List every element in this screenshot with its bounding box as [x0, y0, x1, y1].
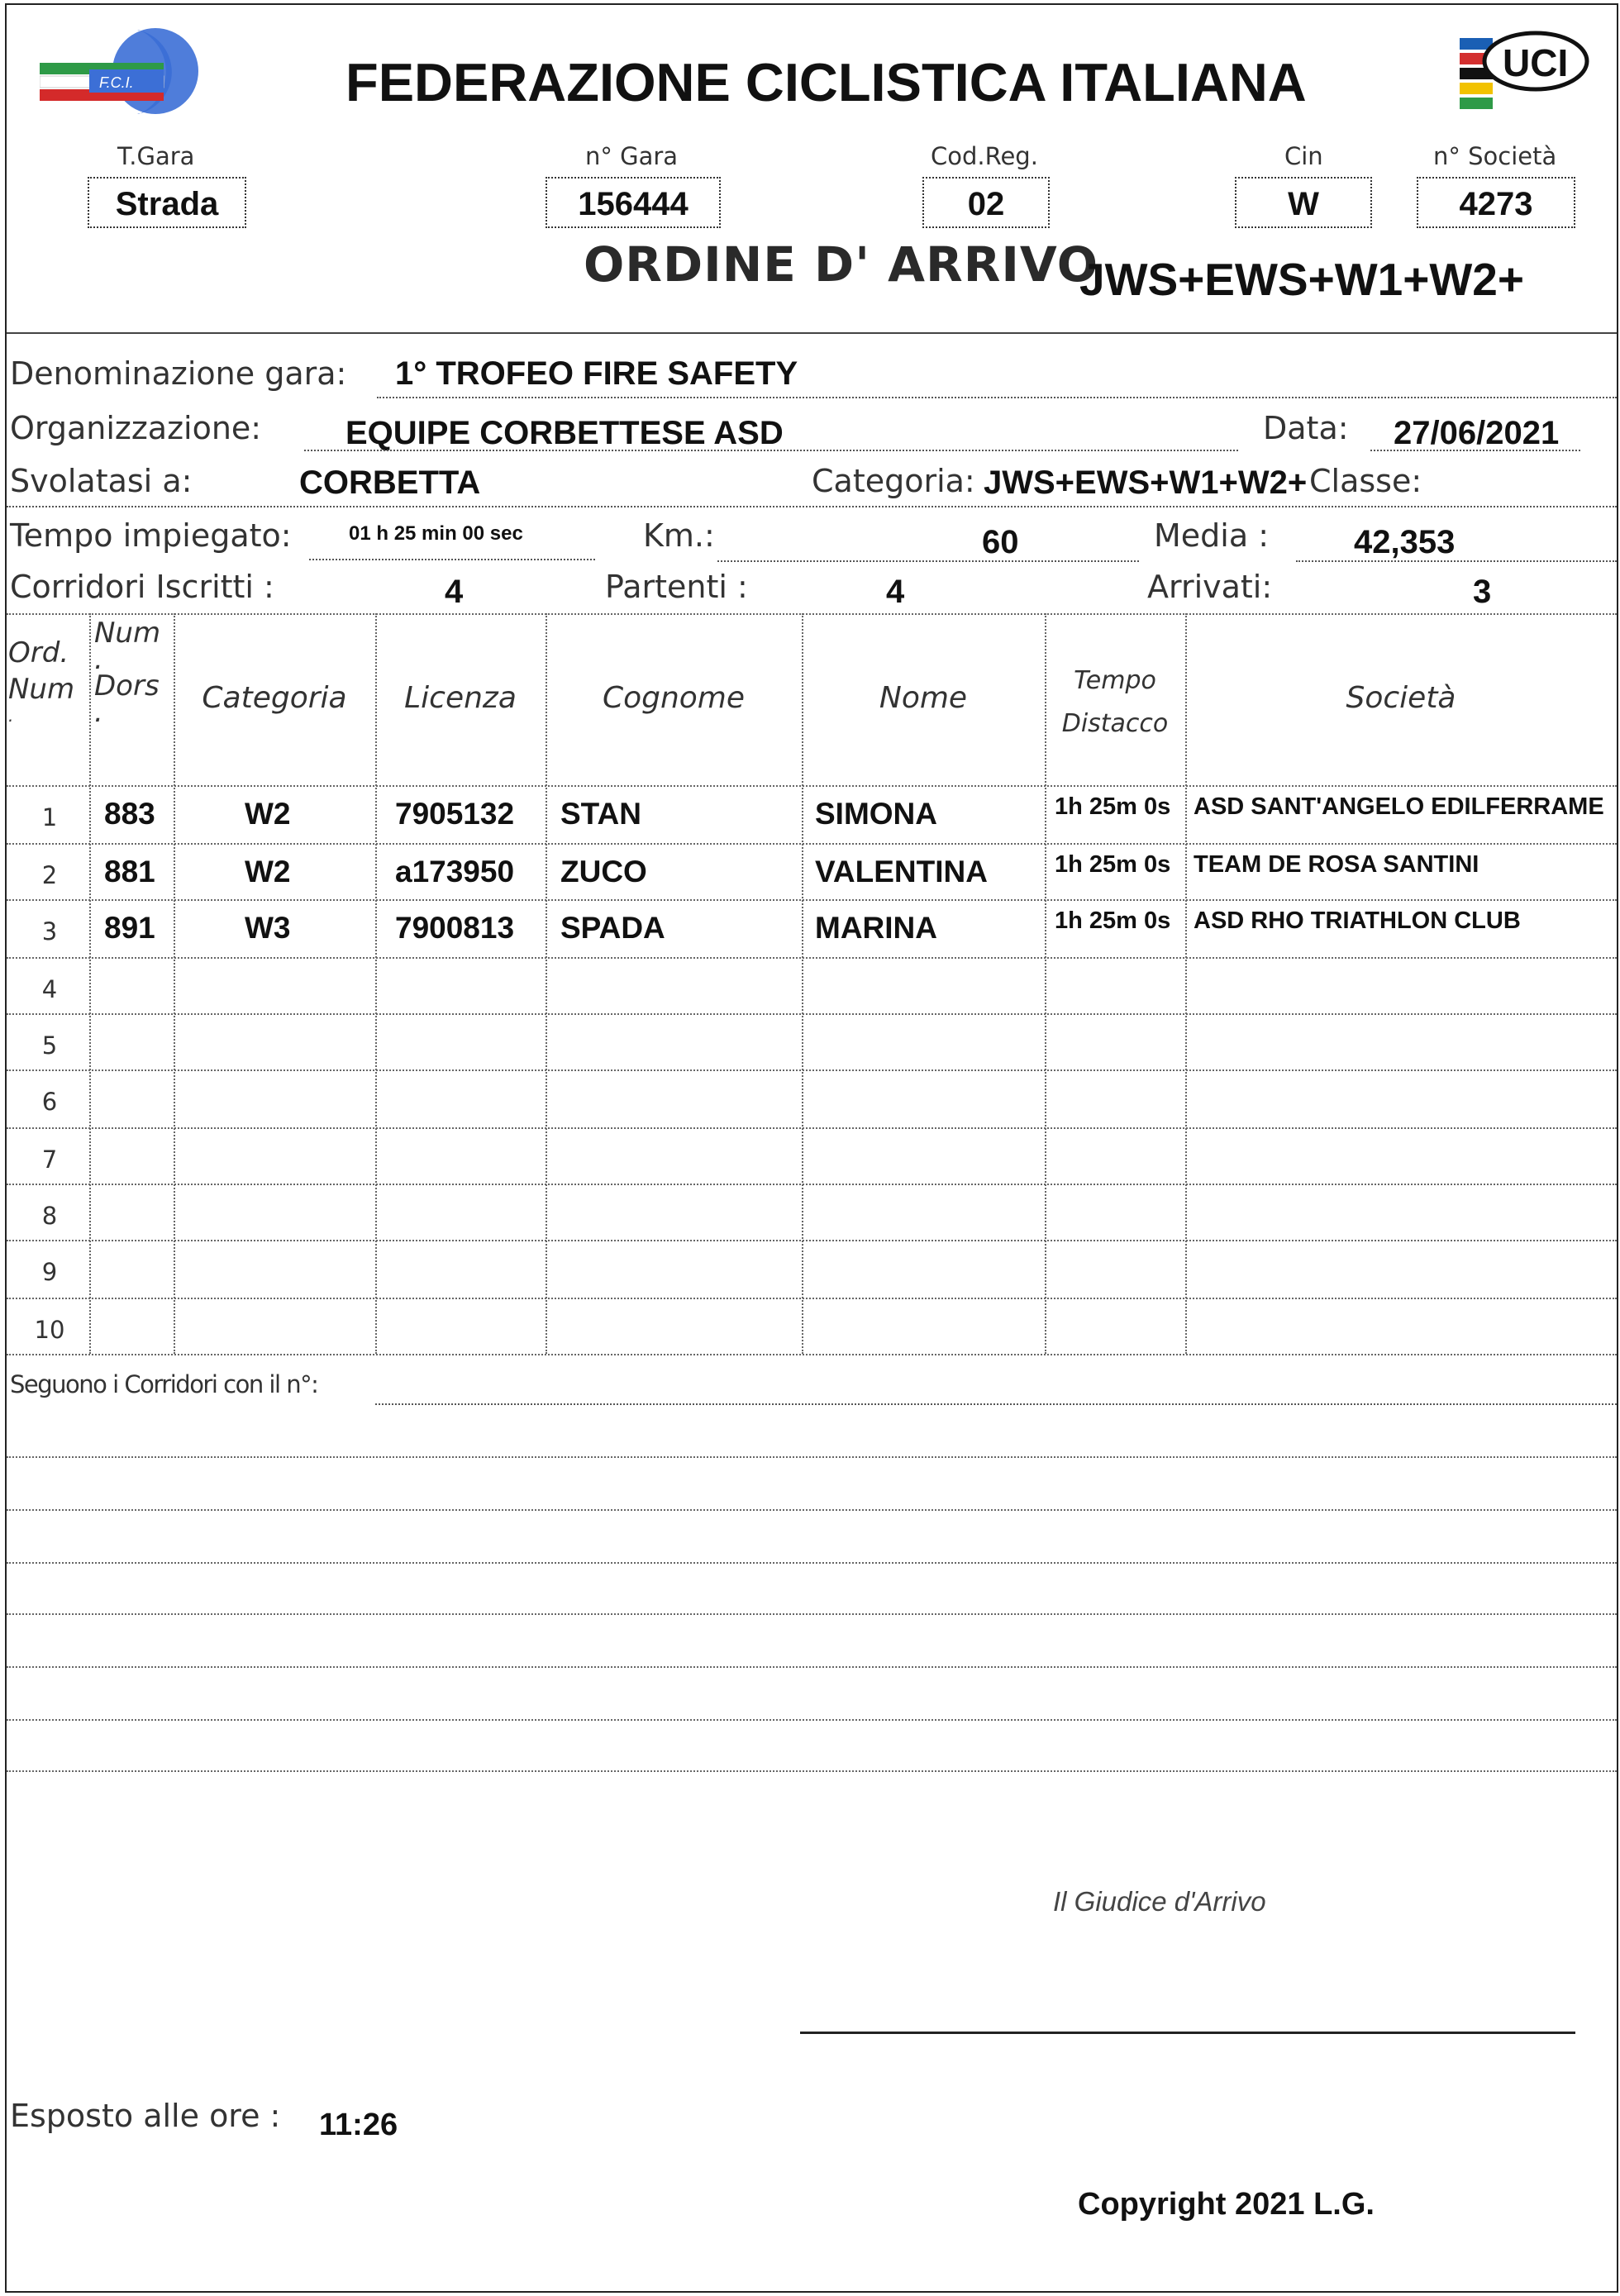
- category-code: JWS+EWS+W1+W2+: [1079, 254, 1524, 305]
- svolatasi-underline: [7, 506, 1617, 507]
- esposto-label: Esposto alle ore :: [10, 2098, 281, 2134]
- svolatasi-value: CORBETTA: [299, 464, 481, 501]
- km-underline: [717, 560, 1139, 562]
- cell-dors: 881: [104, 855, 155, 888]
- codreg-label: Cod.Reg.: [931, 142, 1038, 170]
- col-header-tempo: Tempo Distacco: [1061, 666, 1169, 738]
- cell-cognome: SPADA: [560, 911, 665, 945]
- categoria-label: Categoria:: [812, 463, 975, 499]
- tgara-value: Strada: [88, 177, 246, 228]
- row-ord-number: 8: [41, 1202, 58, 1230]
- cell-dors: 883: [104, 797, 155, 831]
- data-underline: [1370, 450, 1580, 451]
- cell-categoria: W3: [245, 911, 291, 945]
- document-page: [5, 3, 1618, 2293]
- partenti-label: Partenti :: [605, 569, 748, 605]
- cell-nome: MARINA: [815, 911, 937, 945]
- data-value: 27/06/2021: [1394, 415, 1560, 451]
- ngara-value: 156444: [546, 177, 721, 228]
- nsocieta-value: 4273: [1417, 177, 1575, 228]
- ngara-label: n° Gara: [585, 142, 679, 170]
- nsocieta-label: n° Società: [1433, 142, 1557, 170]
- cell-tempo: 1h 25m 0s: [1055, 851, 1171, 878]
- fci-logo-text: F.C.I.: [99, 74, 134, 91]
- copyright-text: Copyright 2021 L.G.: [1078, 2187, 1375, 2222]
- km-value: 60: [982, 524, 1019, 560]
- seguono-label: Seguono i Corridori con il n°:: [10, 1370, 318, 1398]
- row-ord-number: 3: [41, 917, 58, 946]
- data-label: Data:: [1263, 410, 1349, 446]
- iscritti-label: Corridori Iscritti :: [10, 569, 274, 605]
- cell-categoria: W2: [245, 855, 291, 888]
- arrivati-label: Arrivati:: [1147, 569, 1273, 605]
- col-header-categoria: Categoria: [202, 681, 347, 715]
- col-header-ord: Ord. Num .: [8, 636, 75, 726]
- media-underline: [1296, 560, 1617, 562]
- esposto-value: 11:26: [319, 2108, 398, 2142]
- codreg-value: 02: [922, 177, 1050, 228]
- page-title: FEDERAZIONE CICLISTICA ITALIANA: [345, 52, 1307, 112]
- cell-categoria: W2: [245, 797, 291, 831]
- seguono-underline: [375, 1403, 1617, 1405]
- km-label: Km.:: [643, 517, 715, 554]
- giudice-label: Il Giudice d'Arrivo: [1053, 1886, 1266, 1917]
- cell-tempo: 1h 25m 0s: [1055, 793, 1171, 820]
- cell-societa: ASD RHO TRIATHLON CLUB: [1194, 907, 1521, 934]
- row-ord-number: 10: [34, 1316, 65, 1344]
- organizzazione-value: EQUIPE CORBETTESE ASD: [345, 415, 784, 451]
- svolatasi-label: Svolatasi a:: [10, 463, 193, 499]
- tempo-value: 01 h 25 min 00 sec: [349, 522, 523, 545]
- tgara-label: T.Gara: [117, 142, 195, 170]
- signature-line: [800, 2032, 1575, 2034]
- tempo-underline: [309, 559, 595, 560]
- cell-societa: ASD SANT'ANGELO EDILFERRAME: [1194, 793, 1604, 820]
- col-header-cognome: Cognome: [602, 681, 746, 715]
- organizzazione-underline: [304, 450, 1238, 451]
- cell-dors: 891: [104, 911, 155, 945]
- cell-nome: VALENTINA: [815, 855, 988, 888]
- cell-tempo: 1h 25m 0s: [1055, 907, 1171, 934]
- row-ord-number: 6: [41, 1088, 58, 1116]
- document-subtitle: ORDINE D' ARRIVO: [584, 236, 1099, 293]
- row-ord-number: 9: [41, 1258, 58, 1286]
- col-header-nome: Nome: [879, 681, 968, 715]
- cell-cognome: STAN: [560, 797, 641, 831]
- fci-logo: [40, 23, 213, 118]
- tempo-label: Tempo impiegato:: [10, 517, 292, 554]
- cell-societa: TEAM DE ROSA SANTINI: [1194, 851, 1479, 878]
- col-header-licenza: Licenza: [404, 681, 517, 715]
- separator-line: [7, 332, 1617, 334]
- denominazione-underline: [377, 397, 1617, 398]
- row-ord-number: 5: [41, 1031, 58, 1060]
- partenti-value: 4: [886, 574, 905, 610]
- cin-label: Cin: [1284, 142, 1323, 170]
- classe-label: Classe:: [1309, 463, 1422, 499]
- cell-licenza: a173950: [395, 855, 515, 888]
- cin-value: W: [1235, 177, 1372, 228]
- organizzazione-label: Organizzazione:: [10, 410, 262, 446]
- cell-licenza: 7900813: [395, 911, 515, 945]
- cell-cognome: ZUCO: [560, 855, 647, 888]
- media-label: Media :: [1154, 517, 1270, 554]
- row-ord-number: 4: [41, 975, 58, 1003]
- cell-licenza: 7905132: [395, 797, 515, 831]
- col-header-dors: Num . Dors .: [94, 617, 161, 729]
- media-value: 42,353: [1354, 524, 1456, 560]
- col-header-societa: Società: [1346, 681, 1456, 715]
- denominazione-value: 1° TROFEO FIRE SAFETY: [395, 355, 798, 392]
- row-ord-number: 2: [41, 861, 58, 889]
- uci-logo: [1453, 26, 1594, 117]
- denominazione-label: Denominazione gara:: [10, 355, 347, 392]
- cell-nome: SIMONA: [815, 797, 937, 831]
- row-ord-number: 7: [41, 1146, 58, 1174]
- row-ord-number: 1: [41, 803, 58, 831]
- categoria-value: JWS+EWS+W1+W2+: [984, 464, 1308, 501]
- iscritti-value: 4: [445, 574, 464, 610]
- arrivati-value: 3: [1473, 574, 1492, 610]
- uci-logo-text: UCI: [1503, 41, 1569, 84]
